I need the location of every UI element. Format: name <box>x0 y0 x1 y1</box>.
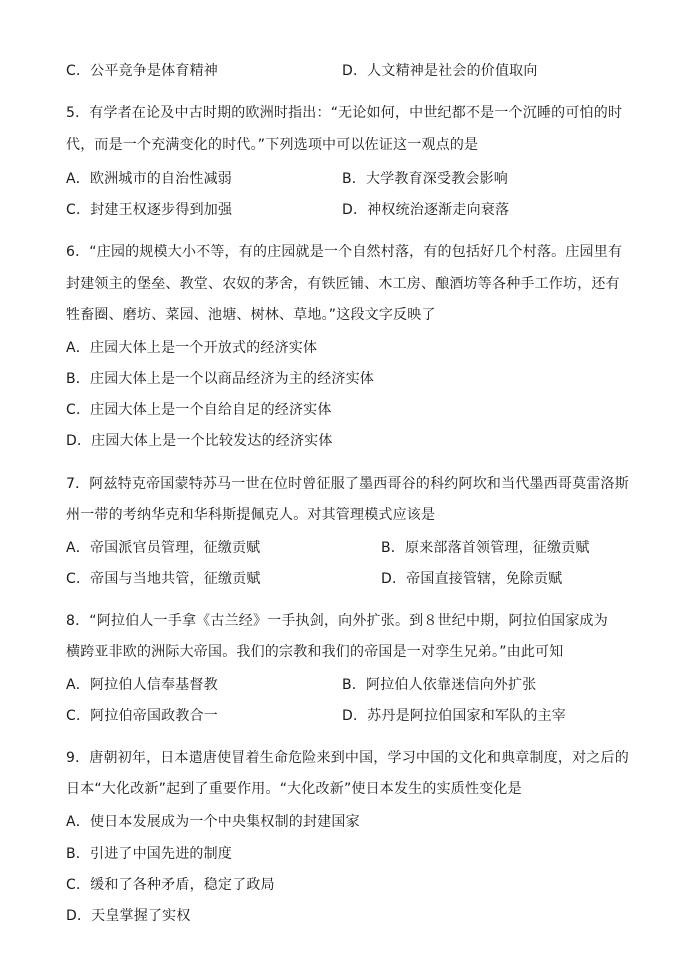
q9-option-d: D．天皇掌握了实权 <box>66 908 191 924</box>
q8-option-a: A．阿拉伯人信奉基督教 <box>66 677 218 693</box>
q5-option-a: A．欧洲城市的自治性减弱 <box>66 171 232 187</box>
q8-option-b: B．阿拉伯人依靠迷信向外扩张 <box>342 677 537 693</box>
q8-option-c: C．阿拉伯帝国政教合一 <box>66 708 218 724</box>
q6-option-c: C．庄园大体上是一个自给自足的经济实体 <box>66 402 332 418</box>
q5-stem-line-2: 代，而是一个充满变化的时代。”下列选项中可以佐证这一观点的是 <box>66 137 479 153</box>
q7-option-d: D．帝国直接管辖，免除贡赋 <box>381 571 563 587</box>
q9-option-b: B．引进了中国先进的制度 <box>66 846 233 862</box>
q9-stem-line-1: 9．唐朝初年，日本遣唐使冒着生命危险来到中国，学习中国的文化和典章制度，对之后的 <box>66 750 629 766</box>
q6-stem-line-1: 6．“庄园的规模大小不等，有的庄园就是一个自然村落，有的包括好几个村落。庄园里有 <box>66 244 623 260</box>
q8-stem-line-2: 横跨亚非欧的洲际大帝国。我们的宗教和我们的帝国是一对孪生兄弟。”由此可知 <box>66 644 564 660</box>
q5-option-c: C．封建王权逐步得到加强 <box>66 202 233 218</box>
q8-stem-line-1: 8．“阿拉伯人一手拿《古兰经》一手执剑，向外扩张。到８世纪中期，阿拉伯国家成为 <box>66 613 608 629</box>
q6-option-d: D．庄园大体上是一个比较发达的经济实体 <box>66 433 333 449</box>
q8-option-d: D．苏丹是阿拉伯国家和军队的主宰 <box>342 708 566 724</box>
q5-option-b: B．大学教育深受教会影响 <box>342 171 509 187</box>
q6-option-a: A．庄园大体上是一个开放式的经济实体 <box>66 340 318 356</box>
q7-stem-line-2: 州一带的考纳华克和华科斯提佩克人。对其管理模式应该是 <box>66 507 436 523</box>
q9-option-c: C．缓和了各种矛盾，稳定了政局 <box>66 877 275 893</box>
q6-option-b: B．庄园大体上是一个以商品经济为主的经济实体 <box>66 371 375 387</box>
q5-stem-line-1: 5．有学者在论及中古时期的欧洲时指出：“无论如何，中世纪都不是一个沉睡的可怕的时 <box>66 105 623 121</box>
q5-option-d: D．神权统治逐渐走向衰落 <box>342 202 510 218</box>
q7-option-a: A．帝国派官员管理，征缴贡赋 <box>66 540 261 556</box>
q6-stem-line-2: 封建领主的堡垒、教堂、农奴的茅舍，有铁匠铺、木工房、酿酒坊等各种手工作坊，还有 <box>66 276 620 292</box>
q9-stem-line-2: 日本“大化改新”起到了重要作用。“大化改新”使日本发生的实质性变化是 <box>66 781 522 797</box>
q7-option-b: B．原来部落首领管理，征缴贡赋 <box>381 540 590 556</box>
q9-option-a: A．使日本发展成为一个中央集权制的封建国家 <box>66 814 360 830</box>
q6-stem-line-3: 牲畜圈、磨坊、菜园、池塘、树林、草地。”这段文字反映了 <box>66 307 436 323</box>
q7-stem-line-1: 7．阿兹特克帝国蒙特苏马一世在位时曾征服了墨西哥谷的科约阿坎和当代墨西哥莫雷洛斯 <box>66 476 629 492</box>
q4-option-c: C．公平竞争是体育精神 <box>66 63 218 79</box>
q4-option-d: D．人文精神是社会的价值取向 <box>342 63 538 79</box>
q7-option-c: C．帝国与当地共管，征缴贡赋 <box>66 571 261 587</box>
